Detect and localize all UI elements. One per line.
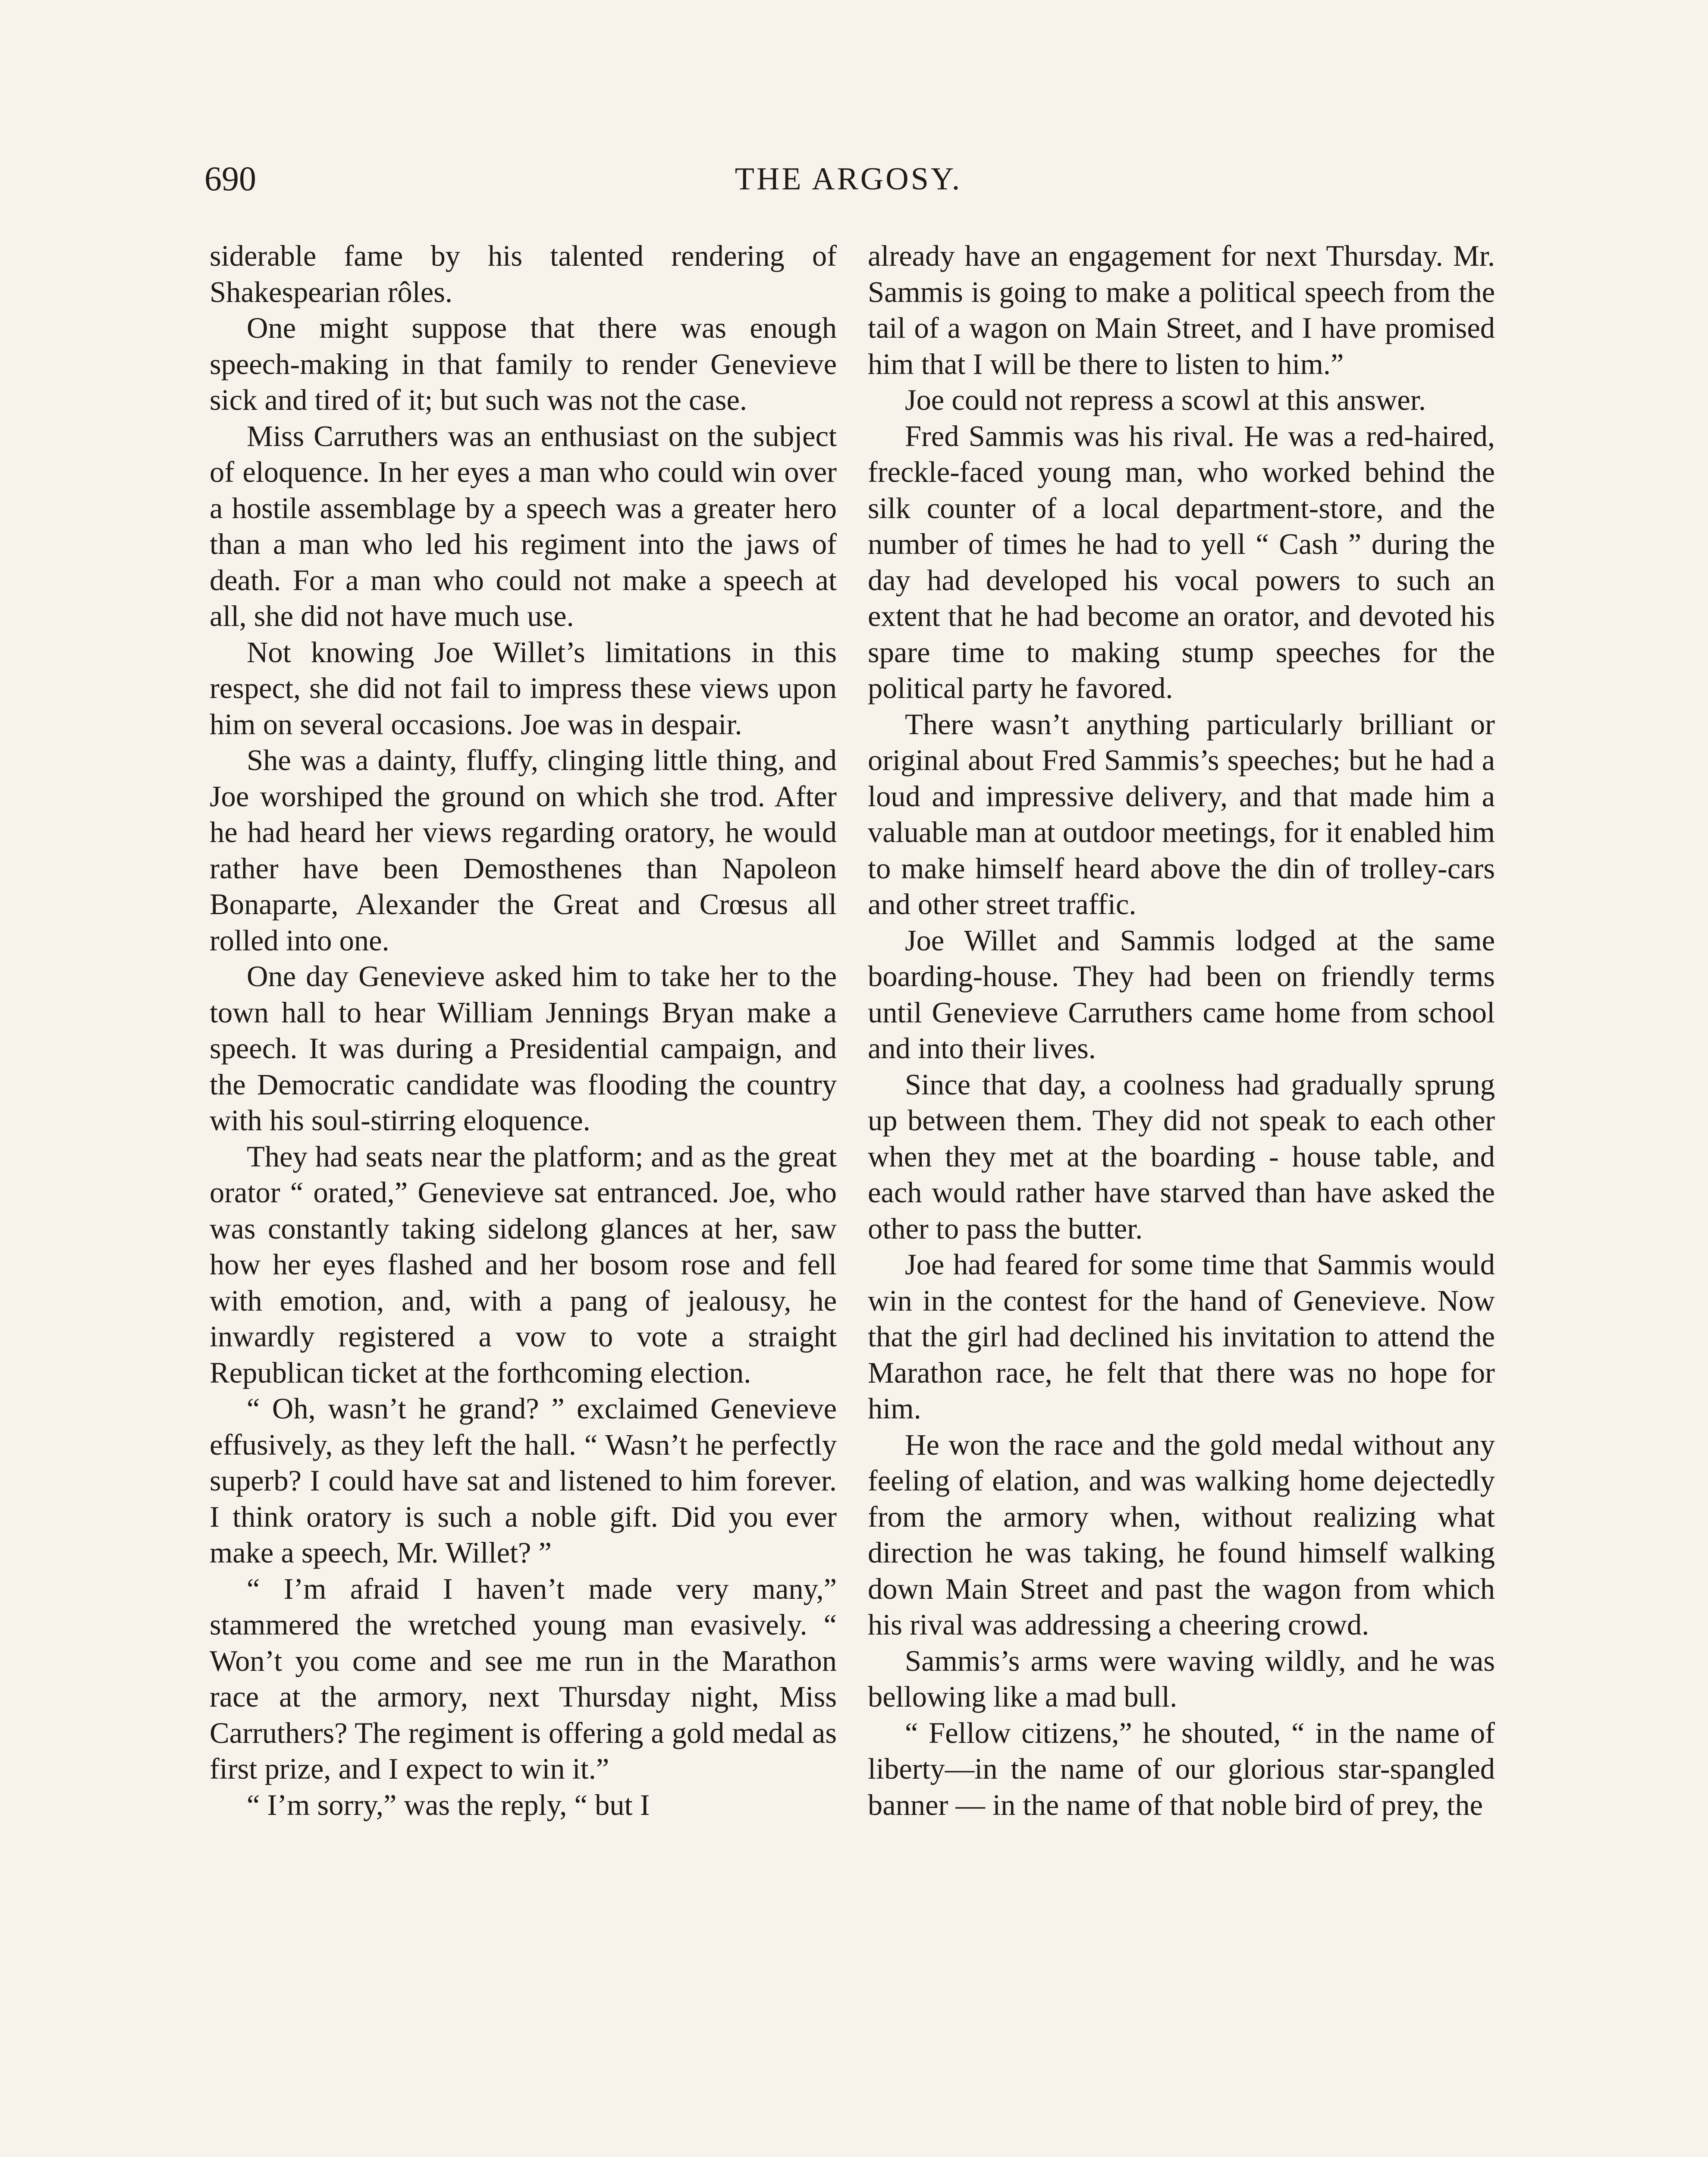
paragraph: “ Fellow citizens,” he shouted, “ in the name of liberty—in the name of our glorious star-spangled banner — in the name of that noble bird of prey, the	[868, 1716, 1495, 1821]
paragraph: One might suppose that there was enough speech-making in that family to render Genevieve sick and tired of it; but such was not the case.	[210, 311, 837, 416]
page-header	[204, 155, 1492, 203]
paragraph: Fred Sammis was his rival. He was a red-haired, freckle-faced young man, who worked behind the silk counter of a local department-store, and the number of times he had to yell “ Cash ” during the day had developed his vocal powers to such an extent that he had become an orator, and devoted his spare time to making stump speeches for the political party he favored.	[868, 419, 1495, 704]
paragraph: “ I’m afraid I haven’t made very many,” stammered the wretched young man evasively. “ Won’t you come and see me run in the Marathon race at the armory, next Thursday night, Miss Carruthers? The regiment is offering a gold medal as first prize, and I expect to win it.”	[210, 1572, 837, 1785]
paragraph: One day Genevieve asked him to take her to the town hall to hear William Jennings Bryan make a speech. It was during a Presidential campaign, and the Democratic candidate was flooding the country with his soul-stirring eloquence.	[210, 960, 837, 1137]
right-column	[868, 238, 1495, 1823]
paragraph: already have an engagement for next Thursday. Mr. Sammis is going to make a political speech from the tail of a wagon on Main Street, and I have promised him that I will be there to listen to him.”	[868, 239, 1495, 380]
paragraph: She was a dainty, fluffy, clinging little thing, and Joe worshiped the ground on which she trod. After he had heard her views regarding oratory, he would rather have been Demosthenes than Napoleon Bonaparte, Alexander the Great and Crœsus all rolled into one.	[210, 744, 837, 957]
paragraph: Joe Willet and Sammis lodged at the same boarding-house. They had been on friendly terms until Genevieve Carruthers came home from school and into their lives.	[868, 924, 1495, 1065]
left-column	[210, 238, 837, 1823]
paragraph: Sammis’s arms were waving wildly, and he was bellowing like a mad bull.	[868, 1644, 1495, 1713]
paragraph: “ Oh, wasn’t he grand? ” exclaimed Genevieve effusively, as they left the hall. “ Wasn’t he perfectly superb? I could have sat and listened to him forever. I think oratory is such a noble gift. Did you ever make a speech, Mr. Willet? ”	[210, 1392, 837, 1569]
page-number: 690	[204, 160, 256, 198]
running-head: THE ARGOSY.	[735, 161, 962, 197]
paragraph: Joe could not repress a scowl at this answer.	[905, 384, 1426, 416]
paragraph: Since that day, a coolness had gradually sprung up between them. They did not speak to each other when they met at the boarding - house table, and each would rather have starved than have asked the other to pass the butter.	[868, 1068, 1495, 1245]
paragraph: “ I’m sorry,” was the reply, “ but I	[247, 1788, 650, 1821]
paragraph: Not knowing Joe Willet’s limitations in this respect, she did not fail to impress these views upon him on several occasions. Joe was in despair.	[210, 635, 837, 741]
paragraph: They had seats near the platform; and as the great orator “ orated,” Genevieve sat entranced. Joe, who was constantly taking sidelong glances at her, saw how her eyes flashed and her bosom rose and fell with emotion, and, with a pang of jealousy, he inwardly registered a vow to vote a straight Republican ticket at the forthcoming election.	[210, 1140, 837, 1389]
paragraph: Joe had feared for some time that Sammis would win in the contest for the hand of Genevieve. Now that the girl had declined his invitation to attend the Marathon race, he felt that there was no hope for him.	[868, 1248, 1495, 1425]
paragraph: siderable fame by his talented rendering of Shakespearian rôles.	[210, 239, 837, 308]
paragraph: Miss Carruthers was an enthusiast on the subject of eloquence. In her eyes a man who could win over a hostile assemblage by a speech was a greater hero than a man who led his regiment into the jaws of death. For a man who could not make a speech at all, she did not have much use.	[210, 419, 837, 632]
paragraph: There wasn’t anything particularly brilliant or original about Fred Sammis’s speeches; but he had a loud and impressive delivery, and that made him a valuable man at outdoor meetings, for it enabled him to make himself heard above the din of trolley-cars and other street traffic.	[868, 707, 1495, 921]
paragraph: He won the race and the gold medal without any feeling of elation, and was walking home dejectedly from the armory when, without realizing what direction he was taking, he found himself walking down Main Street and past the wagon from which his rival was addressing a cheering crowd.	[868, 1428, 1495, 1641]
